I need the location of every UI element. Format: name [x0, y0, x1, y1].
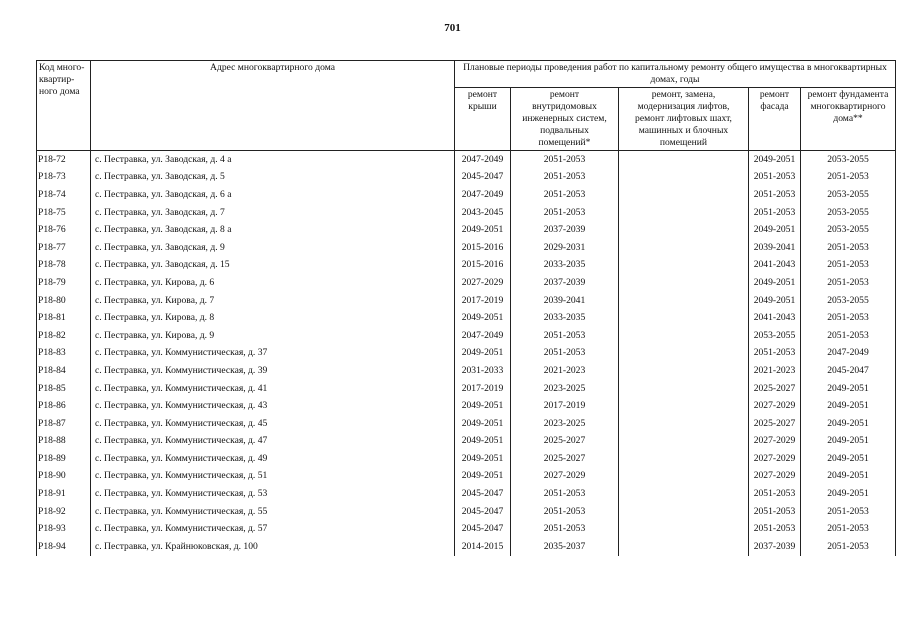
cell-systems: 2033-2035: [511, 309, 619, 327]
cell-systems: 2037-2039: [511, 274, 619, 292]
cell-code: P18-94: [37, 538, 91, 556]
cell-address: с. Пестравка, ул. Заводская, д. 7: [91, 204, 455, 222]
header-code: Код много- квартир- ного дома: [37, 61, 91, 151]
cell-address: с. Пестравка, ул. Коммунистическая, д. 39: [91, 362, 455, 380]
cell-systems: 2035-2037: [511, 538, 619, 556]
cell-roof: 2045-2047: [455, 485, 511, 503]
cell-systems: 2051-2053: [511, 327, 619, 345]
cell-facade: 2051-2053: [749, 485, 801, 503]
cell-roof: 2049-2051: [455, 345, 511, 363]
cell-address: с. Пестравка, ул. Заводская, д. 15: [91, 257, 455, 275]
cell-roof: 2049-2051: [455, 221, 511, 239]
table-row: [37, 186, 896, 204]
cell-systems: 2051-2053: [511, 204, 619, 222]
table-row: [37, 151, 896, 169]
table-row: [37, 538, 896, 556]
cell-roof: 2047-2049: [455, 327, 511, 345]
cell-facade: 2027-2029: [749, 468, 801, 486]
cell-systems: 2051-2053: [511, 186, 619, 204]
cell-foundation: 2051-2053: [801, 327, 896, 345]
cell-address: с. Пестравка, ул. Коммунистическая, д. 37: [91, 345, 455, 363]
cell-lifts: [619, 345, 749, 363]
table-row: [37, 204, 896, 222]
cell-address: с. Пестравка, ул. Коммунистическая, д. 47: [91, 433, 455, 451]
cell-lifts: [619, 309, 749, 327]
cell-systems: 2023-2025: [511, 415, 619, 433]
cell-roof: 2015-2016: [455, 239, 511, 257]
cell-address: с. Пестравка, ул. Заводская, д. 8 а: [91, 221, 455, 239]
cell-code: P18-89: [37, 450, 91, 468]
cell-code: P18-76: [37, 221, 91, 239]
cell-facade: 2051-2053: [749, 520, 801, 538]
cell-systems: 2051-2053: [511, 169, 619, 187]
cell-facade: 2027-2029: [749, 450, 801, 468]
cell-lifts: [619, 538, 749, 556]
cell-facade: 2049-2051: [749, 221, 801, 239]
cell-systems: 2025-2027: [511, 433, 619, 451]
cell-lifts: [619, 433, 749, 451]
cell-facade: 2021-2023: [749, 362, 801, 380]
cell-systems: 2027-2029: [511, 468, 619, 486]
table-row: [37, 292, 896, 310]
cell-code: P18-73: [37, 169, 91, 187]
cell-roof: 2049-2051: [455, 415, 511, 433]
cell-systems: 2051-2053: [511, 345, 619, 363]
header-address: Адрес многоквартирного дома: [91, 61, 455, 151]
table-body: [37, 151, 896, 556]
cell-address: с. Пестравка, ул. Коммунистическая, д. 41: [91, 380, 455, 398]
repair-schedule-table: [36, 60, 896, 556]
cell-systems: 2033-2035: [511, 257, 619, 275]
cell-foundation: 2051-2053: [801, 520, 896, 538]
cell-code: P18-72: [37, 151, 91, 169]
cell-foundation: 2051-2053: [801, 169, 896, 187]
cell-code: P18-82: [37, 327, 91, 345]
cell-foundation: 2051-2053: [801, 309, 896, 327]
cell-lifts: [619, 380, 749, 398]
cell-foundation: 2049-2051: [801, 415, 896, 433]
cell-lifts: [619, 397, 749, 415]
header-systems: ремонт внутридомовых инженерных систем, подвальных помещений*: [511, 88, 619, 151]
cell-lifts: [619, 468, 749, 486]
cell-foundation: 2051-2053: [801, 538, 896, 556]
table-row: [37, 380, 896, 398]
cell-code: P18-93: [37, 520, 91, 538]
cell-systems: 2025-2027: [511, 450, 619, 468]
cell-systems: 2051-2053: [511, 520, 619, 538]
table-row: [37, 503, 896, 521]
cell-facade: 2049-2051: [749, 292, 801, 310]
cell-address: с. Пестравка, ул. Коммунистическая, д. 43: [91, 397, 455, 415]
cell-address: с. Пестравка, ул. Коммунистическая, д. 49: [91, 450, 455, 468]
table-row: [37, 433, 896, 451]
cell-code: P18-86: [37, 397, 91, 415]
cell-foundation: 2053-2055: [801, 204, 896, 222]
cell-code: P18-80: [37, 292, 91, 310]
cell-lifts: [619, 485, 749, 503]
cell-lifts: [619, 239, 749, 257]
page-number: 701: [444, 22, 461, 34]
cell-foundation: 2049-2051: [801, 485, 896, 503]
cell-address: с. Пестравка, ул. Кирова, д. 9: [91, 327, 455, 345]
cell-lifts: [619, 450, 749, 468]
cell-address: с. Пестравка, ул. Заводская, д. 4 а: [91, 151, 455, 169]
cell-roof: 2045-2047: [455, 520, 511, 538]
table-row: [37, 309, 896, 327]
table-row: [37, 397, 896, 415]
cell-address: с. Пестравка, ул. Коммунистическая, д. 51: [91, 468, 455, 486]
cell-lifts: [619, 503, 749, 521]
header-lifts: ремонт, замена, модернизация лифтов, ремонт лифтовых шахт, машинных и блочных помещений: [619, 88, 749, 151]
cell-foundation: 2051-2053: [801, 257, 896, 275]
cell-foundation: 2049-2051: [801, 433, 896, 451]
cell-lifts: [619, 292, 749, 310]
cell-facade: 2027-2029: [749, 397, 801, 415]
table-row: [37, 239, 896, 257]
cell-foundation: 2051-2053: [801, 503, 896, 521]
cell-lifts: [619, 520, 749, 538]
cell-systems: 2039-2041: [511, 292, 619, 310]
header-facade: ремонт фасада: [749, 88, 801, 151]
cell-roof: 2047-2049: [455, 186, 511, 204]
cell-code: P18-77: [37, 239, 91, 257]
cell-roof: 2049-2051: [455, 468, 511, 486]
cell-foundation: 2051-2053: [801, 274, 896, 292]
cell-roof: 2049-2051: [455, 397, 511, 415]
cell-foundation: 2049-2051: [801, 397, 896, 415]
cell-foundation: 2049-2051: [801, 468, 896, 486]
cell-roof: 2043-2045: [455, 204, 511, 222]
cell-systems: 2021-2023: [511, 362, 619, 380]
cell-address: с. Пестравка, ул. Коммунистическая, д. 57: [91, 520, 455, 538]
table-row: [37, 415, 896, 433]
table-row: [37, 221, 896, 239]
cell-facade: 2051-2053: [749, 204, 801, 222]
cell-roof: 2045-2047: [455, 169, 511, 187]
cell-code: P18-88: [37, 433, 91, 451]
cell-code: P18-75: [37, 204, 91, 222]
cell-facade: 2025-2027: [749, 380, 801, 398]
cell-lifts: [619, 327, 749, 345]
cell-code: P18-74: [37, 186, 91, 204]
cell-facade: 2041-2043: [749, 309, 801, 327]
cell-lifts: [619, 221, 749, 239]
cell-systems: 2051-2053: [511, 503, 619, 521]
cell-address: с. Пестравка, ул. Кирова, д. 8: [91, 309, 455, 327]
cell-code: P18-78: [37, 257, 91, 275]
cell-facade: 2053-2055: [749, 327, 801, 345]
table-row: [37, 468, 896, 486]
cell-roof: 2049-2051: [455, 433, 511, 451]
header-periods: Плановые периоды проведения работ по капитальному ремонту общего имущества в многоквартирных домах, годы: [455, 61, 896, 88]
cell-code: P18-81: [37, 309, 91, 327]
cell-code: P18-79: [37, 274, 91, 292]
cell-foundation: 2047-2049: [801, 345, 896, 363]
table-row: [37, 169, 896, 187]
cell-foundation: 2053-2055: [801, 151, 896, 169]
cell-systems: 2051-2053: [511, 151, 619, 169]
cell-address: с. Пестравка, ул. Крайнюковская, д. 100: [91, 538, 455, 556]
cell-address: с. Пестравка, ул. Заводская, д. 5: [91, 169, 455, 187]
cell-lifts: [619, 257, 749, 275]
cell-facade: 2025-2027: [749, 415, 801, 433]
table-row: [37, 485, 896, 503]
cell-foundation: 2053-2055: [801, 221, 896, 239]
cell-lifts: [619, 362, 749, 380]
cell-code: P18-90: [37, 468, 91, 486]
cell-facade: 2049-2051: [749, 274, 801, 292]
cell-systems: 2051-2053: [511, 485, 619, 503]
cell-roof: 2017-2019: [455, 292, 511, 310]
cell-foundation: 2053-2055: [801, 186, 896, 204]
cell-address: с. Пестравка, ул. Коммунистическая, д. 53: [91, 485, 455, 503]
cell-code: P18-91: [37, 485, 91, 503]
cell-code: P18-84: [37, 362, 91, 380]
table-row: [37, 274, 896, 292]
cell-facade: 2051-2053: [749, 345, 801, 363]
table-row: [37, 362, 896, 380]
cell-facade: 2037-2039: [749, 538, 801, 556]
cell-lifts: [619, 151, 749, 169]
cell-address: с. Пестравка, ул. Коммунистическая, д. 45: [91, 415, 455, 433]
cell-roof: 2049-2051: [455, 450, 511, 468]
cell-address: с. Пестравка, ул. Заводская, д. 9: [91, 239, 455, 257]
header-roof: ремонт крыши: [455, 88, 511, 151]
cell-facade: 2051-2053: [749, 169, 801, 187]
cell-facade: 2049-2051: [749, 151, 801, 169]
cell-lifts: [619, 415, 749, 433]
cell-address: с. Пестравка, ул. Коммунистическая, д. 55: [91, 503, 455, 521]
cell-roof: 2047-2049: [455, 151, 511, 169]
cell-lifts: [619, 274, 749, 292]
cell-foundation: 2051-2053: [801, 239, 896, 257]
cell-address: с. Пестравка, ул. Кирова, д. 6: [91, 274, 455, 292]
cell-roof: 2015-2016: [455, 257, 511, 275]
cell-foundation: 2049-2051: [801, 450, 896, 468]
cell-foundation: 2049-2051: [801, 380, 896, 398]
cell-address: с. Пестравка, ул. Заводская, д. 6 а: [91, 186, 455, 204]
cell-code: P18-83: [37, 345, 91, 363]
cell-facade: 2041-2043: [749, 257, 801, 275]
cell-facade: 2027-2029: [749, 433, 801, 451]
cell-lifts: [619, 186, 749, 204]
cell-roof: 2049-2051: [455, 309, 511, 327]
cell-foundation: 2045-2047: [801, 362, 896, 380]
cell-code: P18-85: [37, 380, 91, 398]
cell-facade: 2051-2053: [749, 186, 801, 204]
table-header: [37, 61, 896, 151]
cell-facade: 2051-2053: [749, 503, 801, 521]
cell-systems: 2017-2019: [511, 397, 619, 415]
cell-roof: 2045-2047: [455, 503, 511, 521]
cell-address: с. Пестравка, ул. Кирова, д. 7: [91, 292, 455, 310]
cell-code: P18-92: [37, 503, 91, 521]
cell-roof: 2014-2015: [455, 538, 511, 556]
cell-roof: 2027-2029: [455, 274, 511, 292]
table-row: [37, 327, 896, 345]
table-row: [37, 450, 896, 468]
cell-roof: 2017-2019: [455, 380, 511, 398]
cell-systems: 2037-2039: [511, 221, 619, 239]
cell-lifts: [619, 204, 749, 222]
cell-roof: 2031-2033: [455, 362, 511, 380]
cell-facade: 2039-2041: [749, 239, 801, 257]
cell-systems: 2023-2025: [511, 380, 619, 398]
header-foundation: ремонт фундамента многоквартирного дома**: [801, 88, 896, 151]
table-row: [37, 345, 896, 363]
cell-foundation: 2053-2055: [801, 292, 896, 310]
cell-code: P18-87: [37, 415, 91, 433]
cell-systems: 2029-2031: [511, 239, 619, 257]
cell-lifts: [619, 169, 749, 187]
table-row: [37, 520, 896, 538]
table-row: [37, 257, 896, 275]
